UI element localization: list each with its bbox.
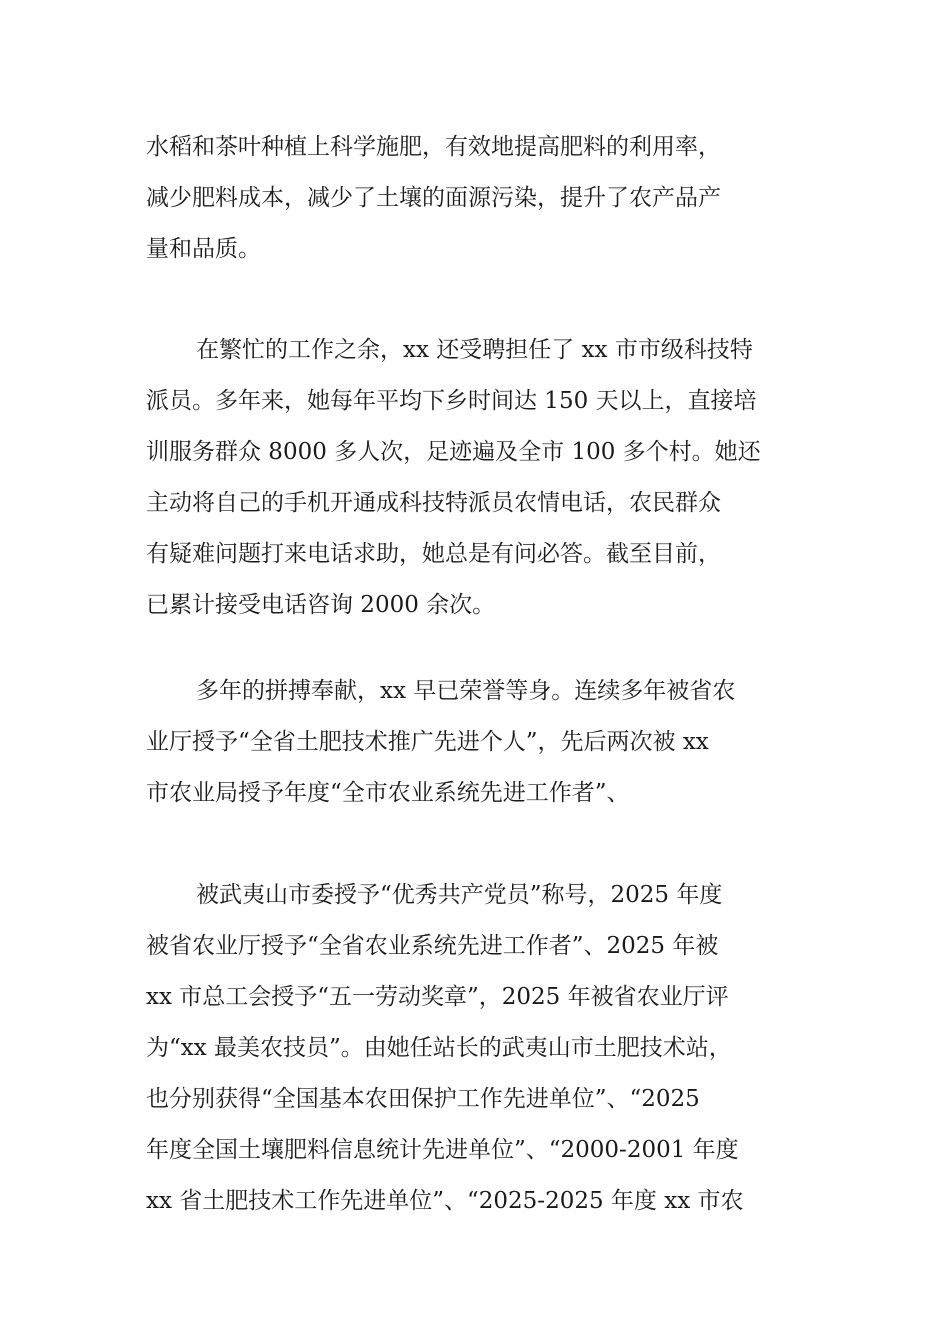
- text-line: 也分别获得“全国基本农田保护工作先进单位”、“2025: [146, 1086, 700, 1112]
- text-line: 被省农业厅授予“全省农业系统先进工作者”、2025 年被: [146, 933, 719, 959]
- text-line: 在繁忙的工作之余，xx 还受聘担任了 xx 市市级科技特: [196, 337, 753, 363]
- text-line: 多年的拼搏奉献，xx 早已荣誉等身。连续多年被省农: [196, 678, 736, 704]
- text-line: 年度全国土壤肥料信息统计先进单位”、“2000-2001 年度: [146, 1137, 739, 1163]
- text-line: 已累计接受电话咨询 2000 余次。: [146, 592, 496, 618]
- paragraph-2: [146, 325, 846, 631]
- text-line: 水稻和茶叶种植上科学施肥，有效地提高肥料的利用率，: [146, 134, 721, 160]
- text-line: xx 市总工会授予“五一劳动奖章”，2025 年被省农业厅评: [146, 984, 729, 1010]
- paragraph-4: [146, 870, 846, 1227]
- text-line: 市农业局授予年度“全市农业系统先进工作者”、: [146, 780, 630, 806]
- text-line: 被武夷山市委授予“优秀共产党员”称号，2025 年度: [196, 882, 723, 908]
- text-line: 量和品质。: [146, 236, 261, 262]
- text-line: 有疑难问题打来电话求助，她总是有问必答。截至目前，: [146, 541, 721, 567]
- paragraph-1: [146, 122, 846, 275]
- paragraph-3: [146, 666, 846, 819]
- text-line: 为“xx 最美农技员”。由她任站长的武夷山市土肥技术站，: [146, 1035, 732, 1061]
- text-line: 训服务群众 8000 多人次，足迹遍及全市 100 多个村。她还: [146, 439, 761, 465]
- text-line: xx 省土肥技术工作先进单位”、“2025-2025 年度 xx 市农: [146, 1188, 744, 1214]
- text-line: 减少肥料成本，减少了土壤的面源污染，提升了农产品产: [146, 185, 721, 211]
- text-line: 业厅授予“全省土肥技术推广先进个人”，先后两次被 xx: [146, 729, 709, 755]
- text-line: 派员。多年来，她每年平均下乡时间达 150 天以上，直接培: [146, 388, 757, 414]
- text-line: 主动将自己的手机开通成科技特派员农情电话，农民群众: [146, 490, 721, 516]
